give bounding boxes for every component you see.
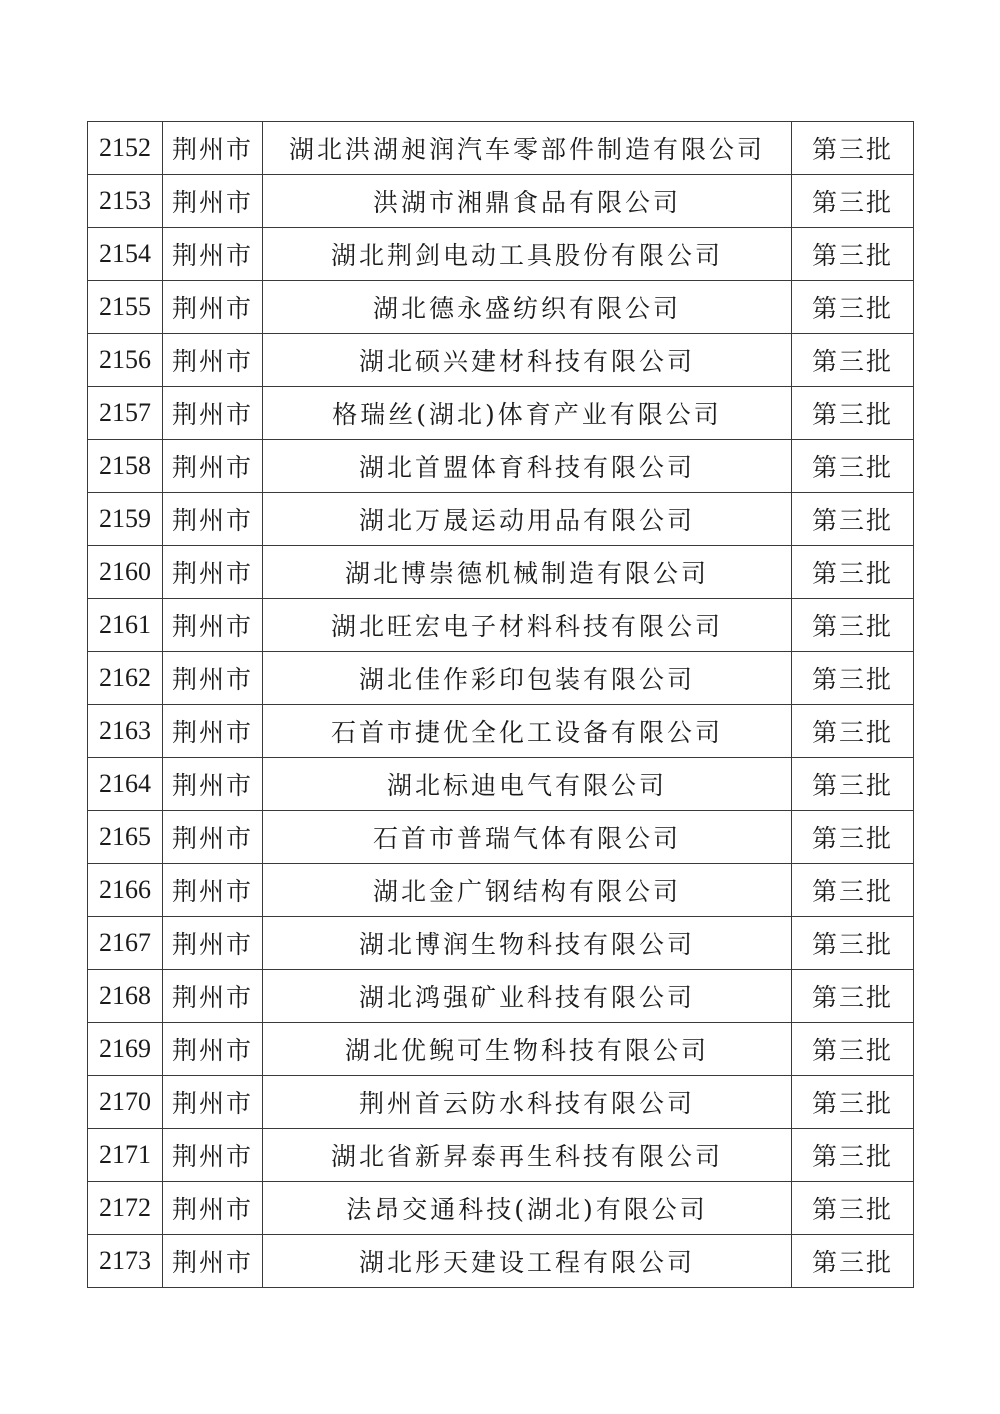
table-row	[88, 599, 914, 652]
batch-cell: 第三批	[792, 1023, 914, 1076]
table-row	[88, 1076, 914, 1129]
table-row	[88, 387, 914, 440]
table-body	[88, 122, 914, 1288]
company-name-cell: 石首市普瑞气体有限公司	[263, 811, 792, 864]
company-list-table	[87, 121, 914, 1288]
row-number: 2169	[88, 1023, 163, 1076]
row-number: 2161	[88, 599, 163, 652]
batch-cell: 第三批	[792, 228, 914, 281]
table-row	[88, 758, 914, 811]
company-name-cell: 湖北优鲵可生物科技有限公司	[263, 1023, 792, 1076]
company-name-cell: 湖北鸿强矿业科技有限公司	[263, 970, 792, 1023]
company-name-cell: 石首市捷优全化工设备有限公司	[263, 705, 792, 758]
table-row	[88, 1023, 914, 1076]
table-row	[88, 546, 914, 599]
table-row	[88, 652, 914, 705]
row-number: 2155	[88, 281, 163, 334]
batch-cell: 第三批	[792, 705, 914, 758]
city-cell: 荆州市	[163, 387, 263, 440]
batch-cell: 第三批	[792, 652, 914, 705]
batch-cell: 第三批	[792, 440, 914, 493]
batch-cell: 第三批	[792, 334, 914, 387]
row-number: 2160	[88, 546, 163, 599]
row-number: 2159	[88, 493, 163, 546]
company-name-cell: 湖北荆剑电动工具股份有限公司	[263, 228, 792, 281]
company-name-cell: 洪湖市湘鼎食品有限公司	[263, 175, 792, 228]
city-cell: 荆州市	[163, 546, 263, 599]
table-row	[88, 334, 914, 387]
row-number: 2154	[88, 228, 163, 281]
row-number: 2158	[88, 440, 163, 493]
city-cell: 荆州市	[163, 1129, 263, 1182]
batch-cell: 第三批	[792, 917, 914, 970]
company-name-cell: 湖北省新昇泰再生科技有限公司	[263, 1129, 792, 1182]
batch-cell: 第三批	[792, 281, 914, 334]
table-row	[88, 1182, 914, 1235]
city-cell: 荆州市	[163, 440, 263, 493]
row-number: 2172	[88, 1182, 163, 1235]
batch-cell: 第三批	[792, 864, 914, 917]
table-row	[88, 970, 914, 1023]
city-cell: 荆州市	[163, 1182, 263, 1235]
batch-cell: 第三批	[792, 1182, 914, 1235]
row-number: 2170	[88, 1076, 163, 1129]
city-cell: 荆州市	[163, 175, 263, 228]
row-number: 2162	[88, 652, 163, 705]
company-name-cell: 湖北博崇德机械制造有限公司	[263, 546, 792, 599]
company-name-cell: 湖北标迪电气有限公司	[263, 758, 792, 811]
city-cell: 荆州市	[163, 334, 263, 387]
batch-cell: 第三批	[792, 493, 914, 546]
row-number: 2171	[88, 1129, 163, 1182]
batch-cell: 第三批	[792, 811, 914, 864]
company-name-cell: 格瑞丝(湖北)体育产业有限公司	[263, 387, 792, 440]
company-name-cell: 湖北彤天建设工程有限公司	[263, 1235, 792, 1288]
batch-cell: 第三批	[792, 1129, 914, 1182]
batch-cell: 第三批	[792, 970, 914, 1023]
row-number: 2157	[88, 387, 163, 440]
city-cell: 荆州市	[163, 864, 263, 917]
company-name-cell: 湖北首盟体育科技有限公司	[263, 440, 792, 493]
table-row	[88, 1235, 914, 1288]
city-cell: 荆州市	[163, 917, 263, 970]
company-name-cell: 湖北硕兴建材科技有限公司	[263, 334, 792, 387]
city-cell: 荆州市	[163, 811, 263, 864]
company-name-cell: 湖北万晟运动用品有限公司	[263, 493, 792, 546]
city-cell: 荆州市	[163, 122, 263, 175]
row-number: 2166	[88, 864, 163, 917]
row-number: 2153	[88, 175, 163, 228]
company-name-cell: 湖北旺宏电子材料科技有限公司	[263, 599, 792, 652]
batch-cell: 第三批	[792, 1076, 914, 1129]
table-row	[88, 281, 914, 334]
city-cell: 荆州市	[163, 493, 263, 546]
company-name-cell: 湖北佳作彩印包装有限公司	[263, 652, 792, 705]
table-row	[88, 811, 914, 864]
city-cell: 荆州市	[163, 1023, 263, 1076]
batch-cell: 第三批	[792, 758, 914, 811]
batch-cell: 第三批	[792, 175, 914, 228]
company-name-cell: 湖北洪湖昶润汽车零部件制造有限公司	[263, 122, 792, 175]
batch-cell: 第三批	[792, 546, 914, 599]
city-cell: 荆州市	[163, 652, 263, 705]
city-cell: 荆州市	[163, 758, 263, 811]
row-number: 2163	[88, 705, 163, 758]
row-number: 2167	[88, 917, 163, 970]
city-cell: 荆州市	[163, 970, 263, 1023]
table-row	[88, 917, 914, 970]
company-name-cell: 湖北金广钢结构有限公司	[263, 864, 792, 917]
batch-cell: 第三批	[792, 122, 914, 175]
company-name-cell: 湖北博润生物科技有限公司	[263, 917, 792, 970]
city-cell: 荆州市	[163, 1235, 263, 1288]
city-cell: 荆州市	[163, 281, 263, 334]
row-number: 2173	[88, 1235, 163, 1288]
row-number: 2164	[88, 758, 163, 811]
batch-cell: 第三批	[792, 1235, 914, 1288]
row-number: 2152	[88, 122, 163, 175]
row-number: 2156	[88, 334, 163, 387]
table-row	[88, 705, 914, 758]
row-number: 2165	[88, 811, 163, 864]
batch-cell: 第三批	[792, 599, 914, 652]
company-name-cell: 荆州首云防水科技有限公司	[263, 1076, 792, 1129]
table-row	[88, 493, 914, 546]
row-number: 2168	[88, 970, 163, 1023]
table-row	[88, 1129, 914, 1182]
table-row	[88, 122, 914, 175]
table-row	[88, 864, 914, 917]
company-name-cell: 法昂交通科技(湖北)有限公司	[263, 1182, 792, 1235]
table-row	[88, 175, 914, 228]
company-name-cell: 湖北德永盛纺织有限公司	[263, 281, 792, 334]
table-row	[88, 228, 914, 281]
city-cell: 荆州市	[163, 705, 263, 758]
table-row	[88, 440, 914, 493]
city-cell: 荆州市	[163, 228, 263, 281]
batch-cell: 第三批	[792, 387, 914, 440]
city-cell: 荆州市	[163, 599, 263, 652]
city-cell: 荆州市	[163, 1076, 263, 1129]
